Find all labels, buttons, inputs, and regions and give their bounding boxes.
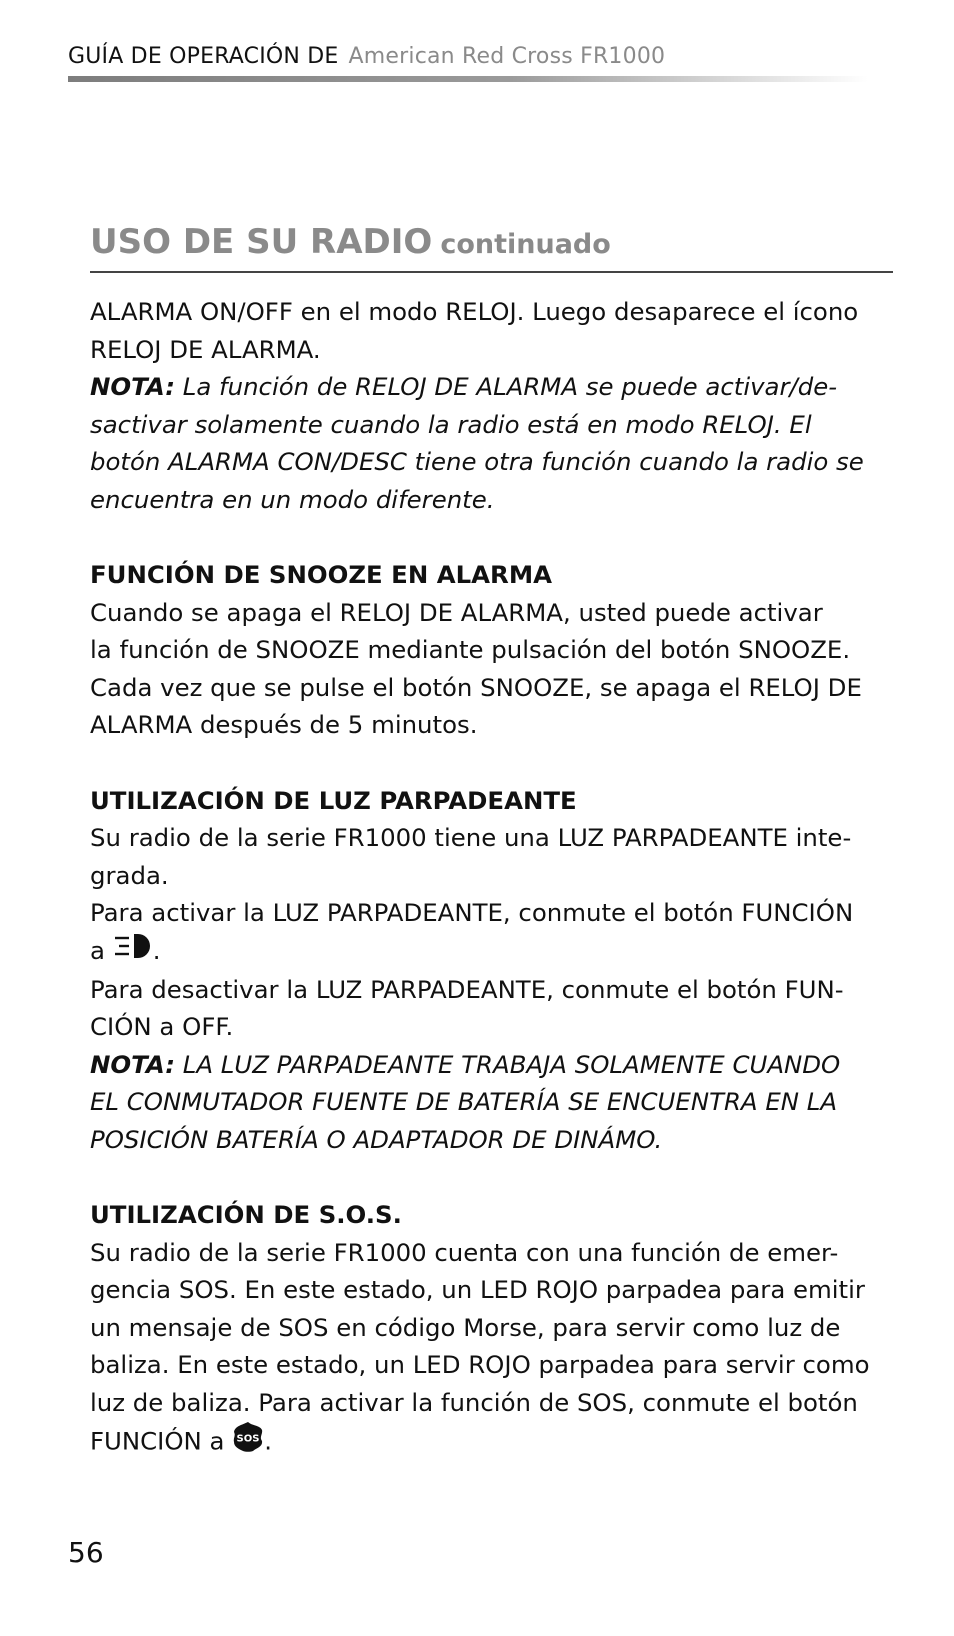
intro-note-line: sactivar solamente cuando la radio está en modo RELOJ. El <box>90 409 812 439</box>
intro-note <box>90 368 890 406</box>
sos-line: Su radio de la serie FR1000 cuenta con una función de emer- <box>90 1237 839 1267</box>
flashlight-line: Para activar la LUZ PARPADEANTE, conmute el botón FUNCIÓN <box>90 898 854 927</box>
note-label: NOTA: <box>90 372 175 401</box>
flashlight-line: Para desactivar la LUZ PARPADEANTE, conmute el botón FUN- <box>90 974 844 1004</box>
sos-line: luz de baliza. Para activar la función de SOS, conmute el botón <box>90 1387 858 1417</box>
page-number: 56 <box>68 1536 104 1569</box>
header-guide-label: GUÍA DE OPERACIÓN DE <box>68 44 339 69</box>
note-text: LA LUZ PARPADEANTE TRABAJA SOLAMENTE CUANDO <box>174 1049 841 1079</box>
snooze-line: Cuando se apaga el RELOJ DE ALARMA, usted puede activar <box>90 597 823 627</box>
snooze-line: ALARMA después de 5 minutos. <box>90 710 478 739</box>
flashlight-prefix: a <box>90 935 113 965</box>
flashlight-note-line: POSICIÓN BATERÍA O ADAPTADOR DE DINÁMO. <box>90 1124 663 1154</box>
intro-line: ALARMA ON/OFF en el modo RELOJ. Luego desaparece el ícono <box>90 297 859 326</box>
flashlight-note <box>90 1046 890 1084</box>
paragraph-gap <box>90 518 890 556</box>
section-title-sub: continuado <box>440 229 611 260</box>
note-label: NOTA: <box>90 1049 175 1079</box>
paragraph-gap <box>90 744 890 782</box>
intro-note-line: botón ALARMA CON/DESC tiene otra función cuando la radio se <box>90 447 864 476</box>
section-title <box>90 222 611 262</box>
sos-line <box>90 1421 890 1464</box>
snooze-line: Cada vez que se pulse el botón SNOOZE, se apaga el RELOJ DE <box>90 672 862 702</box>
flashlight-suffix: . <box>152 935 161 965</box>
page-body <box>90 293 890 1464</box>
flashing-light-icon <box>113 932 153 971</box>
sos-suffix: . <box>264 1426 273 1456</box>
running-header <box>68 44 665 69</box>
intro-line: RELOJ DE ALARMA. <box>90 334 321 364</box>
sos-line: un mensaje de SOS en código Morse, para servir como luz de <box>90 1312 841 1342</box>
sos-line: baliza. En este estado, un LED ROJO parpadea para servir como <box>90 1350 870 1380</box>
paragraph-gap <box>90 1158 890 1196</box>
flashlight-line: Su radio de la serie FR1000 tiene una LUZ PARPADEANTE inte- <box>90 823 852 852</box>
header-rule <box>68 76 868 82</box>
flashlight-line: grada. <box>90 860 169 890</box>
section-rule <box>90 271 893 273</box>
note-text: La función de RELOJ DE ALARMA se puede activar/de- <box>174 372 838 401</box>
snooze-line: la función de SNOOZE mediante pulsación del botón SNOOZE. <box>90 635 851 664</box>
flashlight-line <box>90 932 890 971</box>
flashlight-heading: UTILIZACIÓN DE LUZ PARPADEANTE <box>90 785 577 815</box>
sos-icon-text: SOS <box>236 1433 260 1445</box>
header-product-name: American Red Cross FR1000 <box>348 44 666 69</box>
sos-icon <box>232 1421 264 1464</box>
section-title-main: USO DE SU RADIO <box>90 222 433 262</box>
sos-line: gencia SOS. En este estado, un LED ROJO parpadea para emitir <box>90 1275 865 1305</box>
flashlight-line: CIÓN a OFF. <box>90 1012 234 1042</box>
sos-prefix: FUNCIÓN a <box>90 1426 233 1456</box>
flashlight-note-line: EL CONMUTADOR FUENTE DE BATERÍA SE ENCUENTRA EN LA <box>90 1087 838 1117</box>
intro-note-line: encuentra en un modo diferente. <box>90 484 495 514</box>
snooze-heading: FUNCIÓN DE SNOOZE EN ALARMA <box>90 560 552 589</box>
sos-heading: UTILIZACIÓN DE S.O.S. <box>90 1200 402 1230</box>
